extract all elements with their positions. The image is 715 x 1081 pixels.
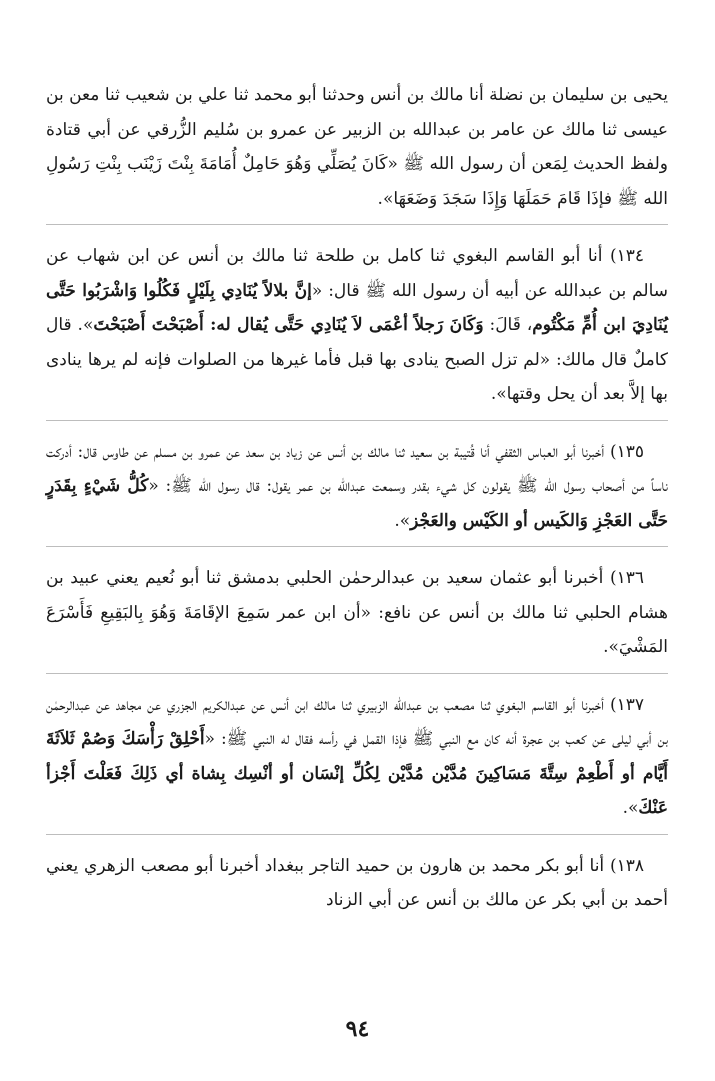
text-segment: ، قَالَ: xyxy=(483,315,533,335)
page-number: ٩٤ xyxy=(345,1016,370,1042)
hadith-number: ١٣٤) xyxy=(602,246,644,266)
paragraph-hadith-137 xyxy=(46,688,668,826)
hadith-number: ١٣٧) xyxy=(604,694,644,715)
paragraph-hadith-135 xyxy=(46,435,668,539)
paragraph-hadith-136 xyxy=(46,561,668,665)
paragraph-divider xyxy=(46,224,668,225)
text-segment: يحيى بن سليمان بن نضلة أنا مالك بن أنس وحدثنا أبو محمد ثنا علي بن شعيب ثنا معن بن عيسى ثنا مالك عن عامر بن عبدالله بن الزبير عن عمرو بن سُليم الزُّرقي عن أبي قتادة ولفظ الحديث لِمَعن أن رسول الله ﷺ «كَانَ يُصَلِّي وَهُوَ حَامِلٌ أُمَامَةَ بِنْتَ زَيْنَب بِنْتِ رَسُولِ الله ﷺ فإذَا قَامَ حَمَلَهَا وَإِذَا سَجَدَ وَضَعَهَا». xyxy=(46,85,668,209)
hadith-text-bold: إنَّ بلالاً يُنَادِي بِلَيْلٍ فَكُلُوا وَاشْرَبُوا حَتَّى يُنَادِيَ ابن أُمِّ مَكْتُوم xyxy=(46,280,669,335)
text-segment: ». xyxy=(394,510,411,531)
text-segment: أخبرنا أبو عثمان سعيد بن عبدالرحمٰن الحلبي بدمشق ثنا أبو نُعيم يعني عبيد بن هشام الحلبي ثنا مالك بن أنس عن نافع: «أن ابن عمر سَمِعَ الإقَامَةَ وَهُوَ بِالبَقِيعِ فَأَسْرَعَ المَشْيَ». xyxy=(46,568,668,657)
paragraph-divider xyxy=(46,834,668,835)
paragraph-divider xyxy=(46,420,668,421)
text-segment: ». xyxy=(622,798,639,818)
text-segment: أخبرنا أبو العباس الثقفي أنا قُتيبة بن سعيد ثنا مالك بن أنس عن زياد بن سعد عن عمرو بن مسلم عن طاوس قال: أدركت ناساً من أصحاب رسول الله ﷺ يقولون كل شيء بقدر وسمعت عبدالله بن عمر يقول: قال رسول الله ﷺ: « xyxy=(46,441,668,496)
paragraph-hadith-138 xyxy=(46,849,668,918)
text-segment: ». قال كاملٌ قال مالك: «لم تزل الصبح ينادى بها قبل فأما غيرها من الصلوات فإنه لم يرها ينادى بها إلاَّ بعد أن يحل وقتها». xyxy=(46,315,668,404)
hadith-number: ١٣٨) xyxy=(604,855,644,876)
hadith-text-bold: وَكَانَ رَجلاً أعْمَى لاَ يُنَادِي حَتَّى يُقال له: أَصْبَحْتَ أَصْبَحْتَ xyxy=(93,315,484,335)
text-segment: أخبرنا أبو القاسم البغوي ثنا مصعب بن عبدالله الزبيري ثنا مالك ابن أنس عن عبدالكريم الجزري عن مجاهد عن عبدالرحمٰن بن أبي ليلى عن كعب بن عجرة أنه كان مع النبي ﷺ فإذا القمل في رأسه فقال له النبي ﷺ: « xyxy=(46,694,669,749)
hadith-number: ١٣٥) xyxy=(604,441,644,462)
paragraph-divider xyxy=(46,546,668,547)
text-segment: أنا أبو القاسم البغوي ثنا كامل بن طلحة ثنا مالك بن أنس عن ابن شهاب عن سالم بن عبدالله عن أبيه أن رسول الله ﷺ قال: « xyxy=(46,246,669,301)
hadith-text-bold: كُلُّ شَيْءٍ بِقَدَرٍ حَتَّى العَجْزِ وَالكَيس أو الكَيْس والعَجْز xyxy=(46,476,668,531)
paragraph-hadith-133-continued xyxy=(46,78,668,216)
paragraph-hadith-134 xyxy=(46,239,668,412)
text-segment: أنا أبو بكر محمد بن هارون بن حميد التاجر ببغداد أخبرنا أبو مصعب الزهري يعني أحمد بن أبي بكر عن مالك بن أنس عن أبي الزناد xyxy=(46,855,668,910)
hadith-text-bold: أَحْلِقْ رَأْسَكَ وَصُمْ ثَلاَثَةَ أَيَّام أو أَطْعِمْ سِتَّةَ مَسَاكِينَ مُدَّيْن مُدَّيْن لِكُلِّ إنْسَان أو أنْسِك بِشاة أي ذَلِكَ فَعَلْتَ أَجْزأ عَنْكَ xyxy=(46,729,668,818)
paragraph-divider xyxy=(46,673,668,674)
page-body xyxy=(46,78,668,926)
hadith-number: ١٣٦) xyxy=(603,568,644,588)
